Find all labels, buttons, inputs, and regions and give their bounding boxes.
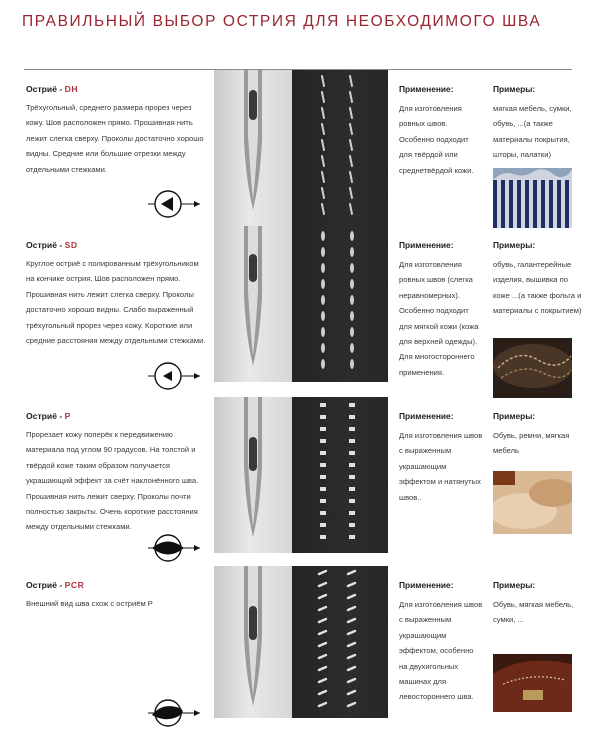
usage-text: Для изготовления швов с выраженным украшающим эффектом и натянутых швов.. <box>399 431 483 502</box>
leather-bag-photo <box>493 654 572 712</box>
examples-heading: Примеры: <box>493 240 536 250</box>
examples-text: обувь, галантерейные изделия, вышивка по коже ...(а также фольга и материалы с покрытием) <box>493 260 582 316</box>
usage-heading: Применение: <box>399 240 454 250</box>
page-title: ПРАВИЛЬНЫЙ ВЫБОР ОСТРИЯ ДЛЯ НЕОБХОДИМОГО ШВА <box>22 13 542 30</box>
round-triangle-point-icon <box>146 361 202 391</box>
needle-image <box>214 566 292 718</box>
point-description: Прорезает кожу поперёк к передвижению материала под углом 90 градусов. На толстой и твёрдой коже таким образом получается украшающий эффект за счёт наклонённого шва. Прошивная нить лежит сверху. Проколы почти полностью закрыты. Очень короткие расстояния между отдельными стежками. <box>26 430 199 532</box>
examples-text: мягкая мебель, сумки, обувь, ...(а также материалы покрытия, шторы, палатки) <box>493 104 572 160</box>
heading-prefix: Остриё - <box>26 580 65 590</box>
seam-image <box>292 70 388 226</box>
triangle-point-icon <box>146 189 202 219</box>
section-heading <box>26 580 84 590</box>
usage-text: Для изготовления швов с выраженным украшающим эффектом, особенно на двухигольных машинах для левостороннего шва. <box>399 600 483 702</box>
heading-prefix: Остриё - <box>26 411 65 421</box>
point-code: P <box>64 411 71 421</box>
usage-heading: Применение: <box>399 580 454 590</box>
point-code: DH <box>64 84 79 94</box>
usage-heading: Применение: <box>399 84 454 94</box>
examples-heading: Примеры: <box>493 411 536 421</box>
usage-text: Для изготовления ровных швов (слегка неравномерных). Особенно подходит для мягкой кожи (кожа для верхней одежды). Для многостороннего применения. <box>399 260 479 377</box>
curved-lens-point-icon <box>146 698 202 728</box>
seam-image <box>292 397 388 553</box>
awning-stripes-photo <box>493 168 572 228</box>
needle-image <box>214 70 292 226</box>
point-code: PCR <box>64 580 85 590</box>
point-description: Круглое остриё с полированным трёхугольником на кончике острия. Шов расположен прямо. Прошивная нить лежит слегка сверху. Проколы достаточно хорошо видны. Слабо выраженный трёхугольный прорез через кожу. Короткие или средние расстояния между отдельными стежками. <box>26 259 206 346</box>
needle-image <box>214 226 292 382</box>
heading-prefix: Остриё - <box>26 240 65 250</box>
embroidered-leather-photo <box>493 338 572 398</box>
usage-heading: Применение: <box>399 411 454 421</box>
usage-text: Для изготовления ровных швов. Особенно подходит для твёрдой или среднетвёрдой кожи. <box>399 104 474 175</box>
seam-image <box>292 566 388 718</box>
lens-point-icon <box>146 533 202 563</box>
section-heading <box>26 240 78 250</box>
leather-sofa-photo <box>493 471 572 534</box>
examples-heading: Примеры: <box>493 84 536 94</box>
needle-image <box>214 397 292 553</box>
point-code: SD <box>64 240 78 250</box>
section-heading <box>26 84 78 94</box>
heading-prefix: Остриё - <box>26 84 65 94</box>
examples-text: Обувь, мягкая мебель, сумки, ... <box>493 600 574 625</box>
examples-text: Обувь, ремни, мягкая мебель <box>493 431 570 456</box>
section-heading <box>26 411 71 421</box>
point-description: Трёхугольный, среднего размера прорез через кожу. Шов расположен прямо. Прошивная нить лежит слегка сверху. Проколы достаточно хорошо видны. Средние или большие отрезки между отдельными стежками. <box>26 103 204 174</box>
point-description: Внешний вид шва схож с остриём P <box>26 599 153 608</box>
examples-heading: Примеры: <box>493 580 536 590</box>
seam-image <box>292 226 388 382</box>
